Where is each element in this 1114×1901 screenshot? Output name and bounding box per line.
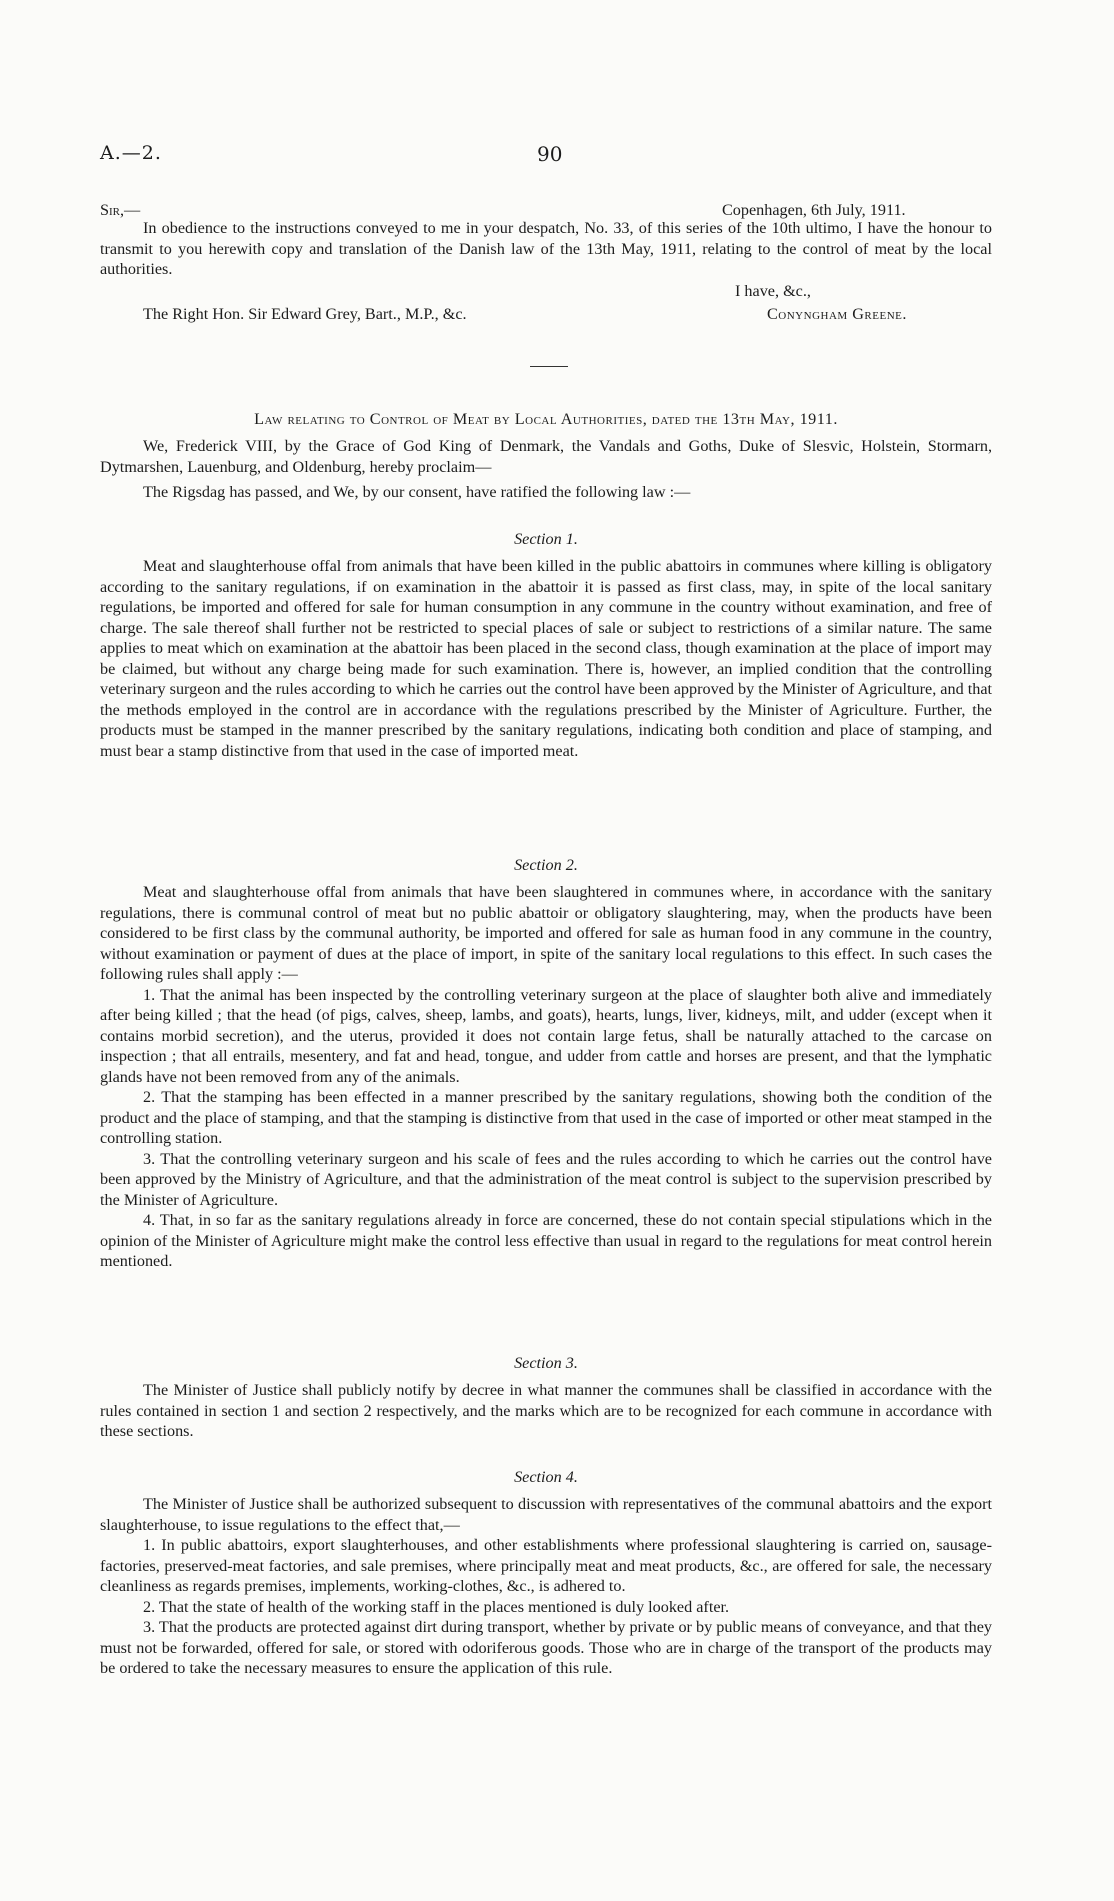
section-1-heading: Section 1. (514, 530, 578, 548)
letter-body-text: In obedience to the instructions conveyed to me in your despatch, No. 33, of this series of the 10th ultimo, I have the honour to transmit to you herewith copy and translation of the Danish law of the 13th May, 1911, relating to the control of meat by the local authorities. (100, 219, 992, 278)
section-4-heading: Section 4. (514, 1468, 578, 1486)
section-2-paragraph: Meat and slaughterhouse offal from animals that have been slaughtered in communes where, in accordance with the sanitary regulations, there is communal control of meat but no public abattoir or obligatory slaughtering, may, when the products have been considered to be first class by the communal authority, be imported and offered for sale as human food in any commune in the country, without examination or payment of dues at the place of import, in spite of the sanitary local regulations to this effect. In such cases the following rules shall apply :— (100, 883, 992, 983)
letter-signature: Conyngham Greene. (767, 305, 907, 323)
letter-salutation: Sir,— (100, 201, 141, 219)
section-4-rule-2: 2. That the state of health of the working staff in the places mentioned is duly looked after. (143, 1597, 730, 1616)
section-4-body (100, 1494, 992, 1679)
letter-addressee: The Right Hon. Sir Edward Grey, Bart., M.P., &c. (143, 305, 467, 323)
section-2-rule-4: 4. That, in so far as the sanitary regulations already in force are concerned, these do not contain special stipulations which in the opinion of the Minister of Agriculture might make the control less effective than usual in regard to the regulations for meat control herein mentioned. (100, 1211, 992, 1270)
law-ratification: The Rigsdag has passed, and We, by our consent, have ratified the following law :— (143, 483, 691, 501)
section-3-paragraph: The Minister of Justice shall publicly notify by decree in what manner the communes shall be classified in accordance with the rules contained in section 1 and section 2 respectively, and the marks which are to be recognized for each commune in accordance with these sections. (100, 1381, 992, 1440)
law-proclamation: We, Frederick VIII, by the Grace of God King of Denmark, the Vandals and Goths, Duke of Slesvic, Holstein, Stormarn, Dytmarshen, Lauenburg, and Oldenburg, hereby proclaim— (100, 437, 992, 476)
section-2-rule-1: 1. That the animal has been inspected by the controlling veterinary surgeon at the place of slaughter both alive and immediately after being killed ; that the head (of pigs, calves, sheep, lambs, and goats), hearts, lungs, liver, kidneys, milt, and udder (except when it contains morbid secretion), and the uterus, provided it does not contain large fetus, shall be naturally attached to the carcase on inspection ; that all entrails, mesentery, and fat and head, tongue, and udder from cattle and horses are present, and that the lymphatic glands have not been removed from any of the animals. (100, 985, 992, 1086)
section-2-heading: Section 2. (514, 856, 578, 874)
section-2-body (100, 882, 992, 1272)
letter-closing: I have, &c., (735, 282, 811, 300)
letter-place-date: Copenhagen, 6th July, 1911. (722, 201, 906, 219)
section-4-rule-3: 3. That the products are protected against dirt during transport, whether by private or by public means of conveyance, and that they must not be forwarded, offered for sale, or stored with odoriferous goods. Those who are in charge of the transport of the products may be ordered to take the necessary measures to ensure the application of this rule. (100, 1618, 992, 1677)
section-1-body (100, 556, 992, 761)
section-2-rule-3: 3. That the controlling veterinary surgeon and his scale of fees and the rules according to which he carries out the control have been approved by the Ministry of Agriculture, and that the administration of the meat control is subject to the supervision prescribed by the Minister of Agriculture. (100, 1149, 992, 1209)
page-number: 90 (537, 142, 563, 166)
section-2-rule-2: 2. That the stamping has been effected in a manner prescribed by the sanitary regulations, showing both the condition of the product and the place of stamping, and that the stamping is distinctive from that used in the case of imported or other meat stamped in the controlling station. (100, 1088, 992, 1147)
divider-rule (530, 366, 568, 367)
law-title: Law relating to Control of Meat by Local Authorities, dated the 13th May, 1911. (254, 410, 838, 428)
section-4-paragraph: The Minister of Justice shall be authorized subsequent to discussion with representatives of the communal abattoirs and the export slaughterhouse, to issue regulations to the effect that,— (100, 1495, 992, 1534)
law-preamble (100, 436, 992, 503)
section-1-paragraph: Meat and slaughterhouse offal from animals that have been killed in the public abattoirs in communes where killing is obligatory according to the sanitary regulations, if on examination in the abattoir it is passed as first class, may, in spite of the local sanitary regulations, be imported and offered for sale for human consumption in any commune in the country without examination, and free of charge. The sale thereof shall further not be restricted to special places of sale or subject to restrictions of a similar nature. The same applies to meat which on examination at the abattoir has been placed in the second class, though examination at the place of import may be claimed, but without any charge being made for such examination. There is, however, an implied condition that the controlling veterinary surgeon and the rules according to which he carries out the control have been approved by the Minister of Agriculture, and that the methods employed in the control are in accordance with the regulations prescribed by the Minister of Agriculture. Further, the products must be stamped in the manner prescribed by the sanitary regulations, indicating both condition and place of stamping, and must bear a stamp distinctive from that used in the case of imported meat. (100, 557, 992, 760)
section-4-rule-1: 1. In public abattoirs, export slaughterhouses, and other establishments where professional slaughtering is carried on, sausage-factories, preserved-meat factories, and sale premises, where principally meat and meat products, &c., are offered for sale, the necessary cleanliness as regards premises, implements, working-clothes, &c., is adhered to. (100, 1536, 992, 1595)
section-3-body (100, 1380, 992, 1442)
letter-body (100, 218, 992, 280)
report-reference: A.—2. (100, 142, 162, 164)
section-3-heading: Section 3. (514, 1354, 578, 1372)
